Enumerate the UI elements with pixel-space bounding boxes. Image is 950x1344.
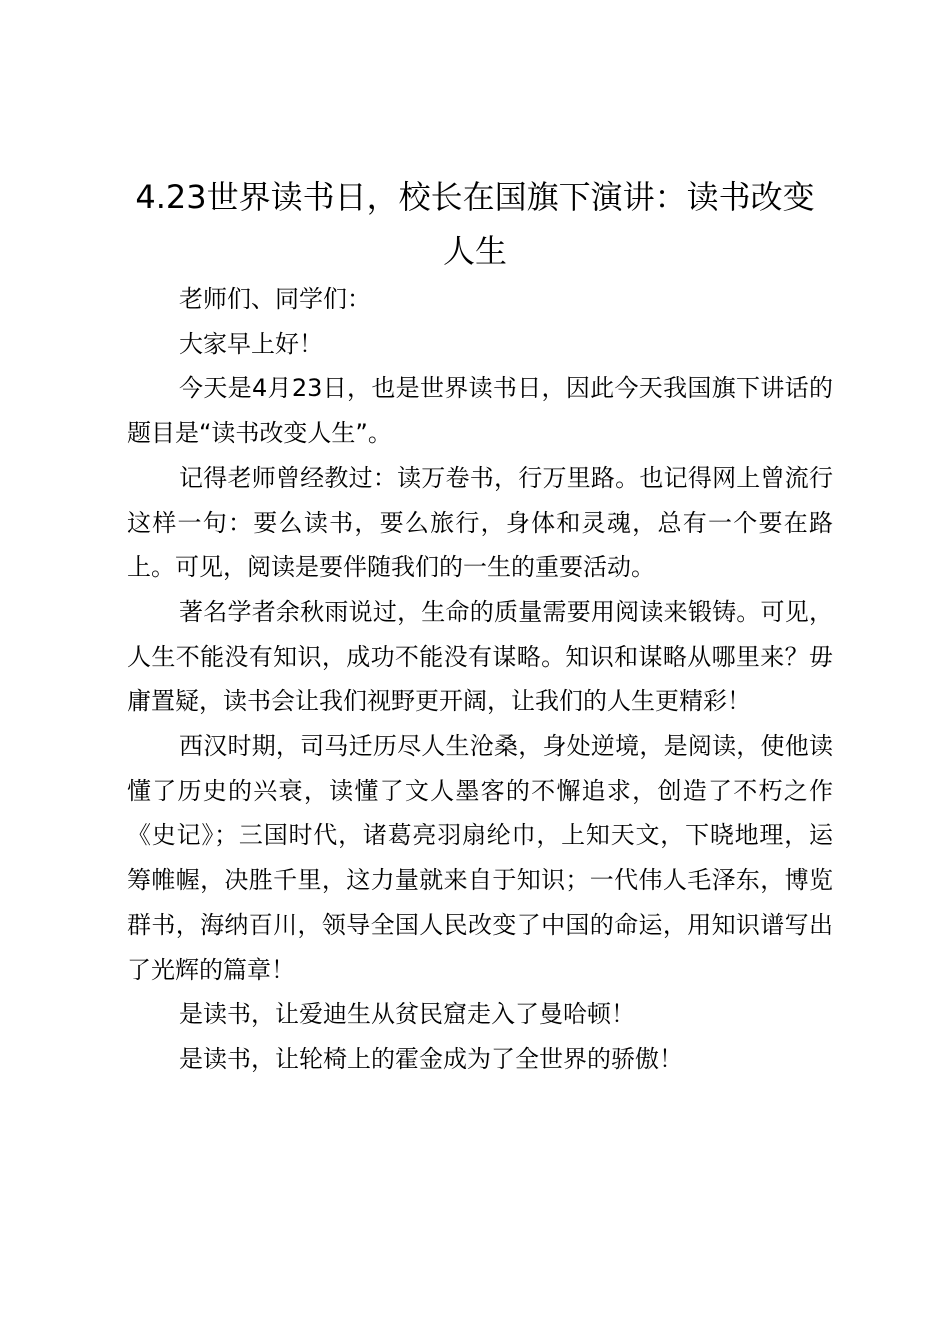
paragraph: 记得老师曾经教过：读万卷书，行万里路。也记得网上曾流行这样一句：要么读书，要么旅行，身体和灵魂，总有一个要在路上。可见，阅读是要伴随我们的一生的重要活动。 — [127, 463, 833, 582]
paragraph: 今天是4月23日，也是世界读书日，因此今天我国旗下讲话的题目是“读书改变人生”。 — [127, 374, 833, 448]
document-title: 4.23世界读书日，校长在国旗下演讲：读书改变人生 — [135, 178, 815, 270]
paragraph: 西汉时期，司马迁历尽人生沧桑，身处逆境，是阅读，使他读懂了历史的兴衰，读懂了文人墨客的不懈追求，创造了不朽之作《史记》；三国时代，诸葛亮羽扇纶巾，上知天文，下晓地理，运筹帷幄，决胜千里，这力量就来自于知识；一代伟人毛泽东，博览群书，海纳百川，领导全国人民改变了中国的命运，用知识谱写出了光辉的篇章！ — [127, 732, 833, 984]
paragraph: 是读书，让轮椅上的霍金成为了全世界的骄傲！ — [179, 1044, 683, 1073]
paragraph: 是读书，让爱迪生从贫民窟走入了曼哈顿！ — [179, 1000, 635, 1029]
paragraph-greeting: 大家早上好！ — [179, 329, 323, 358]
paragraph-salutation: 老师们、同学们： — [179, 285, 371, 313]
document-body — [127, 277, 833, 1082]
paragraph: 著名学者余秋雨说过，生命的质量需要用阅读来锻铸。可见，人生不能没有知识，成功不能没有谋略。知识和谋略从哪里来？毋庸置疑，读书会让我们视野更开阔，让我们的人生更精彩！ — [127, 597, 833, 716]
